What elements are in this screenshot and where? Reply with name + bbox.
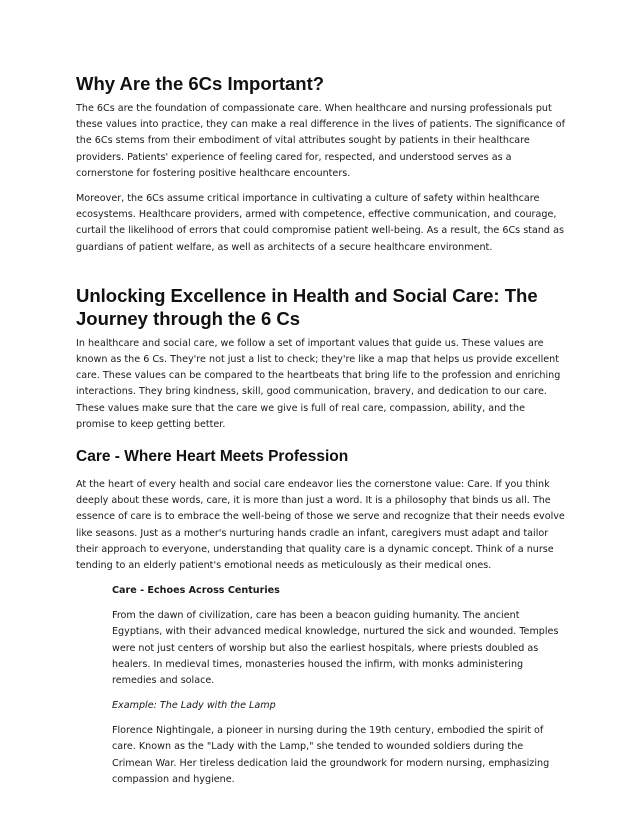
- paragraph-why-1: The 6Cs are the foundation of compassionate care. When healthcare and nursing professionals put these values into practice, they can make a real difference in the lives of patients. The significance of the 6Cs stems from their embodiment of vital attributes sought by patients in their healthcare providers. Patients' experience of feeling cared for, respected, and understood serves as a cornerstone for fostering positive healthcare encounters.: [76, 103, 566, 179]
- subheading-echoes: Care - Echoes Across Centuries: [112, 585, 280, 597]
- paragraph-care-2: From the dawn of civilization, care has been a beacon guiding humanity. The ancient Egyptians, with their advanced medical knowledge, nurtured the sick and wounded. Temples were not just centers of worship but also the earliest hospitals, where priests doubled as healers. In medieval times, monasteries housed the infirm, with monks administering remedies and solace.: [112, 610, 559, 687]
- paragraph-unlocking-1: In healthcare and social care, we follow a set of important values that guide us. These values are known as the 6 Cs. They're not just a list to check; they're like a map that helps us provide excellent care. These values can be compared to the heartbeats that bring life to the profession and enriching interactions. They bring kindness, skill, good communication, bravery, and dedication to our care. These values make sure that the care we give is full of real care, compassion, ability, and the promise to keep getting better.: [76, 337, 561, 430]
- document-page: [76, 72, 566, 797]
- paragraph-care-3: Florence Nightingale, a pioneer in nursing during the 19th century, embodied the spirit of care. Known as the "Lady with the Lamp," she tended to wounded soldiers during the Crimean War. Her tireless dedication laid the groundwork for modern nursing, emphasizing compassion and hygiene.: [112, 725, 550, 785]
- section-title-care: Care - Where Heart Meets Profession: [76, 448, 349, 466]
- section-title-unlocking: Unlocking Excellence in Health and Social Care: The Journey through the 6 Cs: [76, 284, 538, 329]
- paragraph-care-1: At the heart of every health and social care endeavor lies the cornerstone value: Care. If you think deeply about these words, care, it is more than just a word. It is a philosophy that binds us all. The essence of care is to embrace the well-being of those we serve and recognize that their needs evolve like seasons. Just as a mother's nurturing hands cradle an infant, caregivers must adapt and tailor their approach to everyone, understanding that quality care is a dynamic concept. Think of a nurse tending to an elderly patient's emotional needs as meticulously as their medical ones.: [76, 479, 565, 572]
- example-heading: Example: The Lady with the Lamp: [112, 700, 276, 712]
- paragraph-why-2: Moreover, the 6Cs assume critical importance in cultivating a culture of safety within healthcare ecosystems. Healthcare providers, armed with competence, effective communication, and courage, curtail the likelihood of errors that could compromise patient well-being. As a result, the 6Cs stand as guardians of patient welfare, as well as architects of a secure healthcare environment.: [76, 193, 564, 253]
- section-title-why: Why Are the 6Cs Important?: [76, 73, 325, 94]
